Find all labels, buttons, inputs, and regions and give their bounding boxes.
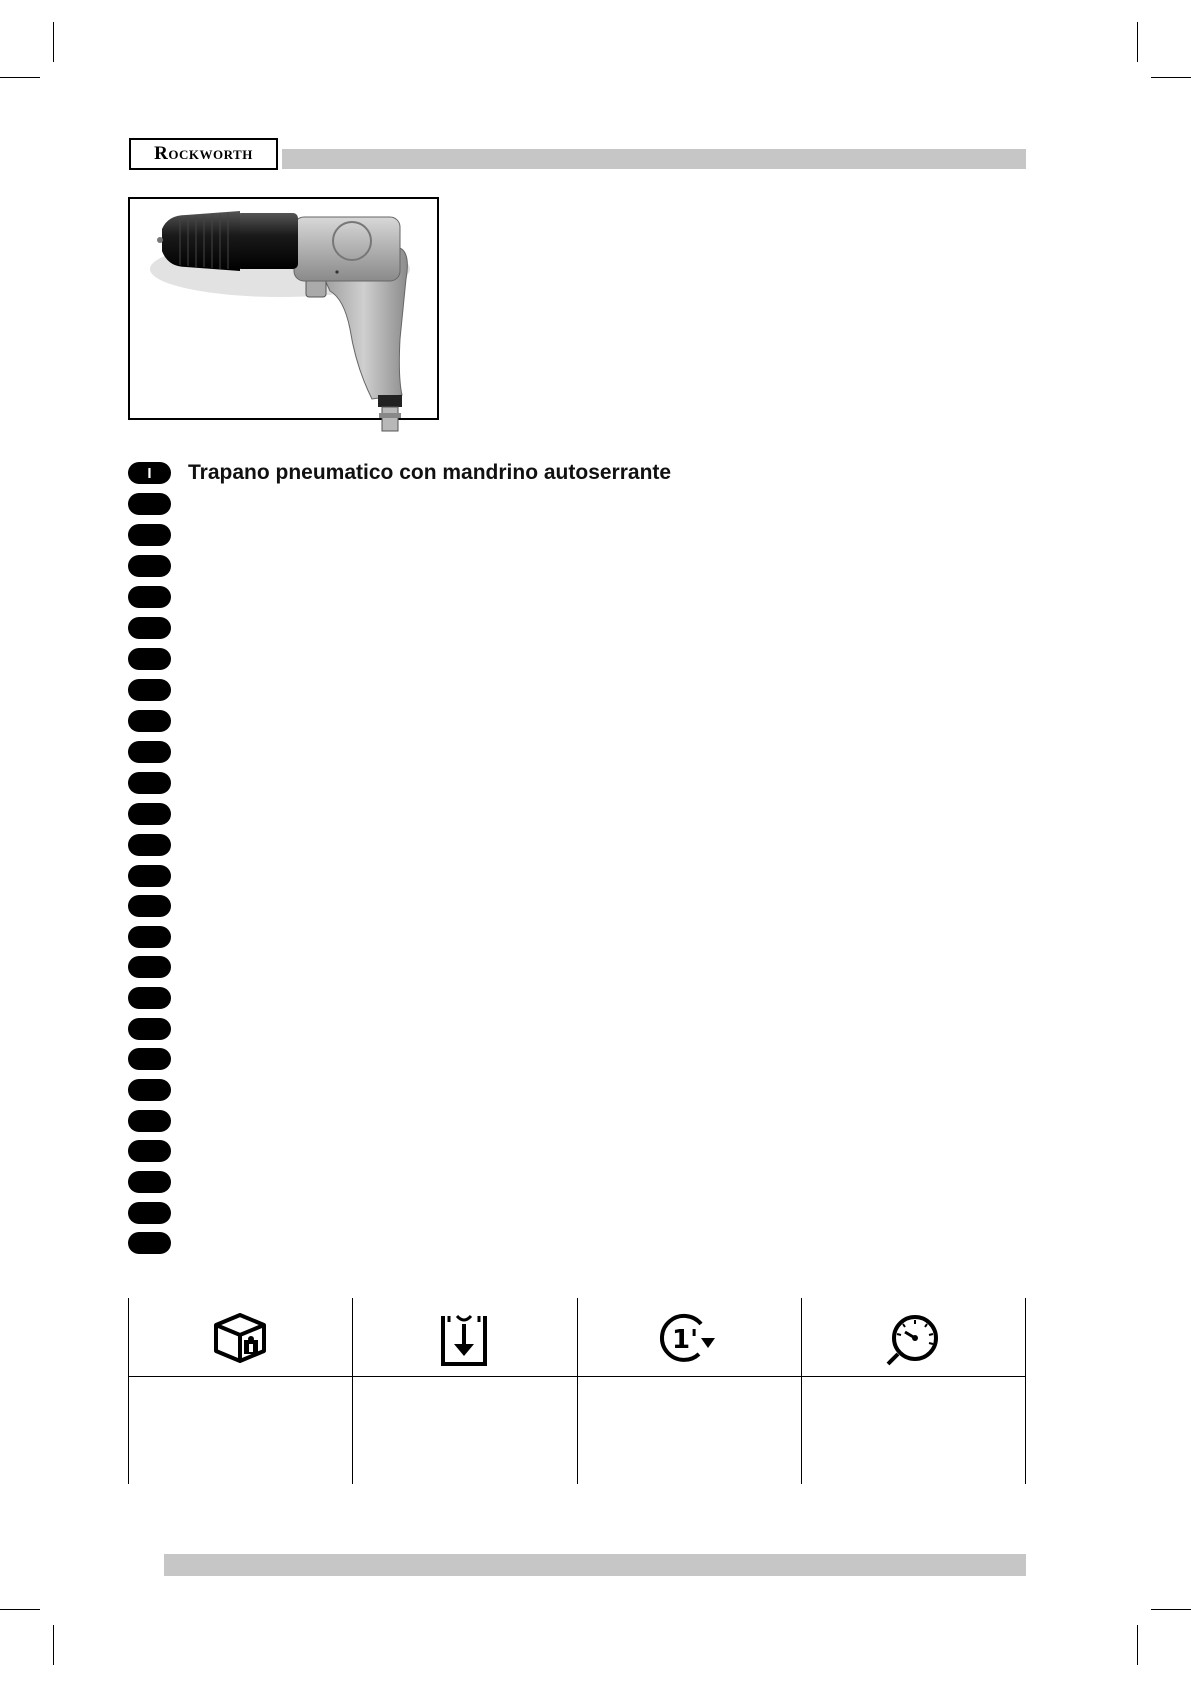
package-info-icon [128,1312,352,1364]
language-code-badge [128,1079,171,1101]
crop-mark [1137,22,1138,62]
language-code-badge [128,1048,171,1070]
crop-mark [1151,1609,1191,1610]
language-code-badge [128,1202,171,1224]
language-code-badge [128,865,171,887]
language-code-badge [128,1140,171,1162]
crop-mark [53,22,54,62]
language-code-badge [128,987,171,1009]
table-divider [128,1376,1026,1377]
language-code-badge [128,524,171,546]
language-code-badge [128,741,171,763]
language-code-badge [128,772,171,794]
language-code-badge [128,710,171,732]
crop-mark [1151,77,1191,78]
product-title: Trapano pneumatico con mandrino autoserrante [188,461,672,484]
footer-bar [164,1554,1026,1576]
language-code-badge [128,493,171,515]
rotation-speed-icon [577,1312,801,1364]
air-drill-illustration [130,199,441,459]
chuck-capacity-icon [352,1312,576,1364]
language-code-badge [128,926,171,948]
language-code-badge [128,586,171,608]
pressure-gauge-icon [801,1312,1025,1364]
crop-mark [0,77,40,78]
crop-mark [53,1625,54,1665]
language-code-badge [128,648,171,670]
language-code-badge [128,1232,171,1254]
language-code-badge [128,803,171,825]
svg-text:1': 1' [672,1325,699,1355]
language-code-badge [128,956,171,978]
language-code-badge [128,895,171,917]
table-divider [1025,1298,1026,1484]
language-code-badge [128,1171,171,1193]
language-code-badge [128,555,171,577]
language-code-badge [128,834,171,856]
language-code-badge [128,1018,171,1040]
spec-table [128,1298,1026,1484]
language-code-badge: I [128,462,171,484]
crop-mark [1137,1625,1138,1665]
language-code-badge [128,679,171,701]
brand-logo-text: Rockworth [154,143,253,164]
crop-mark [0,1609,40,1610]
product-photo [128,197,439,420]
language-code-badge [128,1110,171,1132]
header-bar [282,149,1026,169]
brand-logo [129,138,278,170]
language-code-badge [128,617,171,639]
